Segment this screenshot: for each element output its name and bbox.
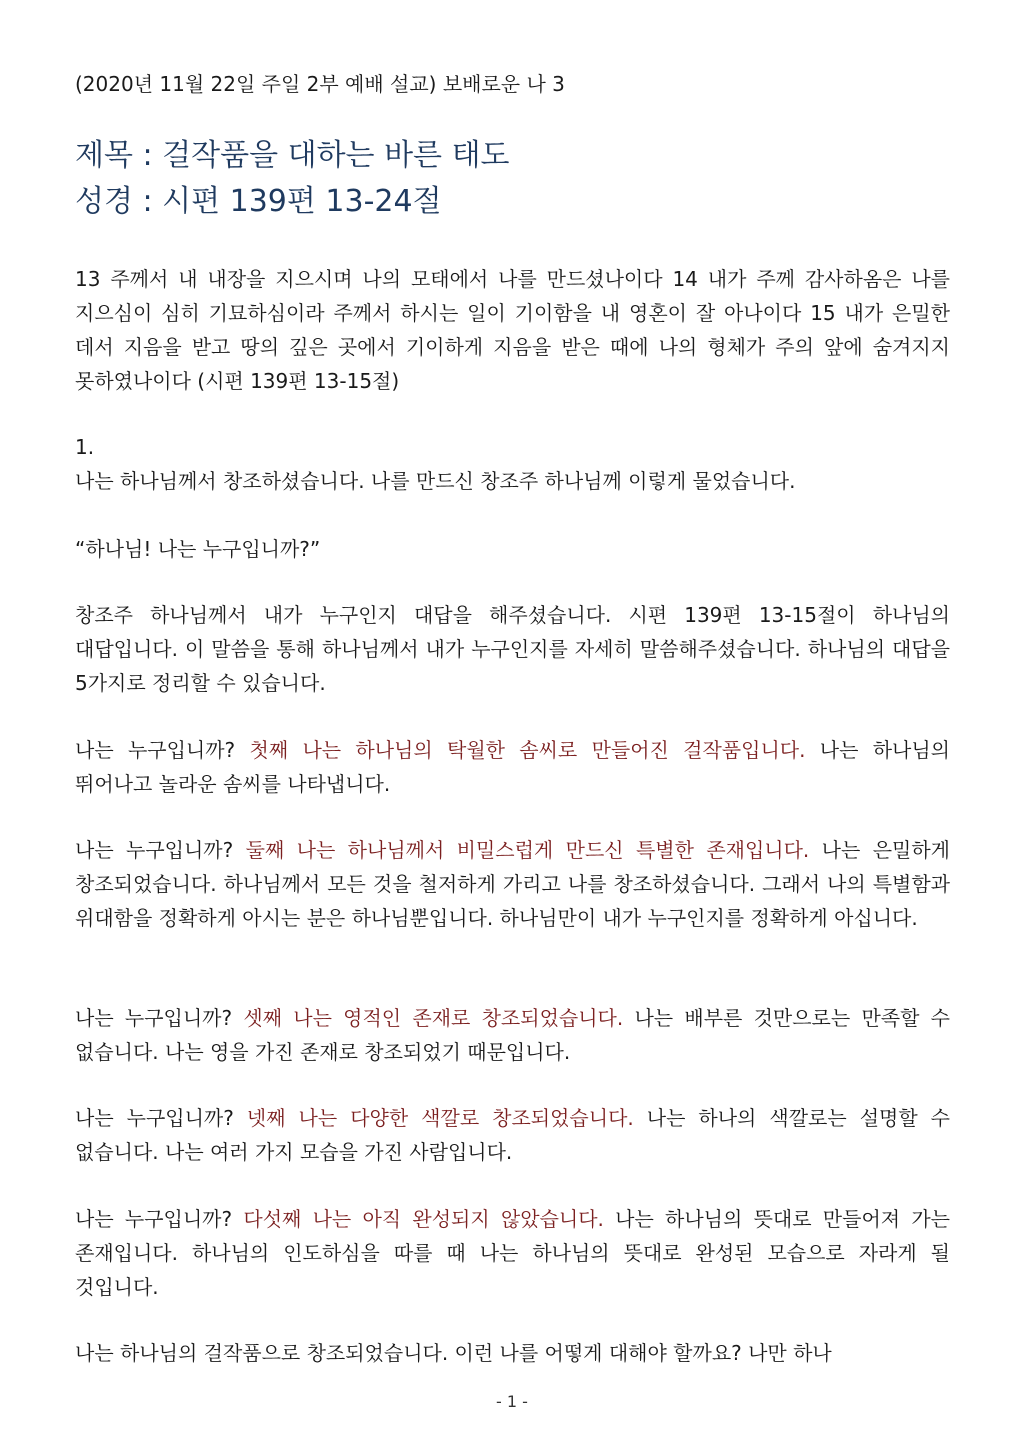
point-lead: 나는 누구입니까?	[75, 1006, 244, 1030]
point-4	[75, 1101, 950, 1169]
point-rest: 나는 은밀하게 창조되었습니다. 하나님께서 모든 것을 철저하게 가리고 나를 창조하셨습니다. 그래서 나의 특별함과 위대함을 정확하게 아시는 분은 하나님뿐입니다. 하나님만이 내가 누구인지를 정확하게 아십니다.	[75, 838, 950, 930]
paragraph-answer: 창조주 하나님께서 내가 누구인지 대답을 해주셨습니다. 시편 139편 13-15절이 하나님의 대답입니다. 이 말씀을 통해 하나님께서 내가 누구인지를 자세히 말씀해주셨습니다. 하나님의 대답을 5가지로 정리할 수 있습니다.	[75, 603, 950, 695]
point-rest: 나는 하나님의 뛰어나고 놀라운 솜씨를 나타냅니다.	[75, 738, 951, 796]
point-lead: 나는 누구입니까?	[75, 1106, 247, 1130]
point-5	[75, 1202, 950, 1304]
sermon-header: (2020년 11월 22일 주일 2부 예배 설교) 보배로운 나 3	[75, 72, 565, 96]
point-1	[75, 733, 950, 801]
paragraph-closing: 나는 하나님의 걸작품으로 창조되었습니다. 이런 나를 어떻게 대해야 할까요? 나만 하나	[75, 1341, 832, 1365]
section-number: 1.	[75, 435, 95, 459]
point-lead: 나는 누구입니까?	[75, 1207, 244, 1231]
point-highlight: 넷째 나는 다양한 색깔로 창조되었습니다.	[246, 1106, 634, 1130]
point-lead: 나는 누구입니까?	[75, 738, 250, 762]
point-highlight: 다섯째 나는 아직 완성되지 않았습니다.	[243, 1207, 604, 1231]
paragraph-intro: 나는 하나님께서 창조하셨습니다. 나를 만드신 창조주 하나님께 이렇게 물었습니다.	[75, 469, 796, 493]
point-3	[75, 1001, 950, 1069]
point-highlight: 첫째 나는 하나님의 탁월한 솜씨로 만들어진 걸작품입니다.	[249, 738, 806, 762]
point-highlight: 둘째 나는 하나님께서 비밀스럽게 만드신 특별한 존재입니다.	[245, 838, 810, 862]
point-rest: 나는 배부른 것만으로는 만족할 수 없습니다. 나는 영을 가진 존재로 창조되었기 때문입니다.	[75, 1006, 950, 1064]
scripture-reference: 성경 : 시편 139편 13-24절	[75, 184, 442, 219]
quote-line: “하나님! 나는 누구입니까?”	[75, 537, 321, 561]
point-highlight: 셋째 나는 영적인 존재로 창조되었습니다.	[243, 1006, 624, 1030]
scripture-verses: 13 주께서 내 내장을 지으시며 나의 모태에서 나를 만드셨나이다 14 내가 주께 감사하옴은 나를 지으심이 심히 기묘하심이라 주께서 하시는 일이 기이함을 내 영혼이 잘 아나이다 15 내가 은밀한 데서 지음을 받고 땅의 깊은 곳에서 기이하게 지음을 받은 때에 나의 형체가 주의 앞에 숨겨지지 못하였나이다 (시편 139편 13-15절)	[75, 267, 950, 393]
sermon-title: 제목 : 걸작품을 대하는 바른 태도	[75, 138, 510, 173]
page-number: - 1 -	[496, 1392, 528, 1411]
point-rest: 나는 하나님의 뜻대로 만들어져 가는 존재입니다. 하나님의 인도하심을 따를 때 나는 하나님의 뜻대로 완성된 모습으로 자라게 될 것입니다.	[75, 1207, 950, 1299]
point-rest: 나는 하나의 색깔로는 설명할 수 없습니다. 나는 여러 가지 모습을 가진 사람입니다.	[75, 1106, 950, 1164]
point-2	[75, 833, 950, 935]
point-lead: 나는 누구입니까?	[75, 838, 246, 862]
